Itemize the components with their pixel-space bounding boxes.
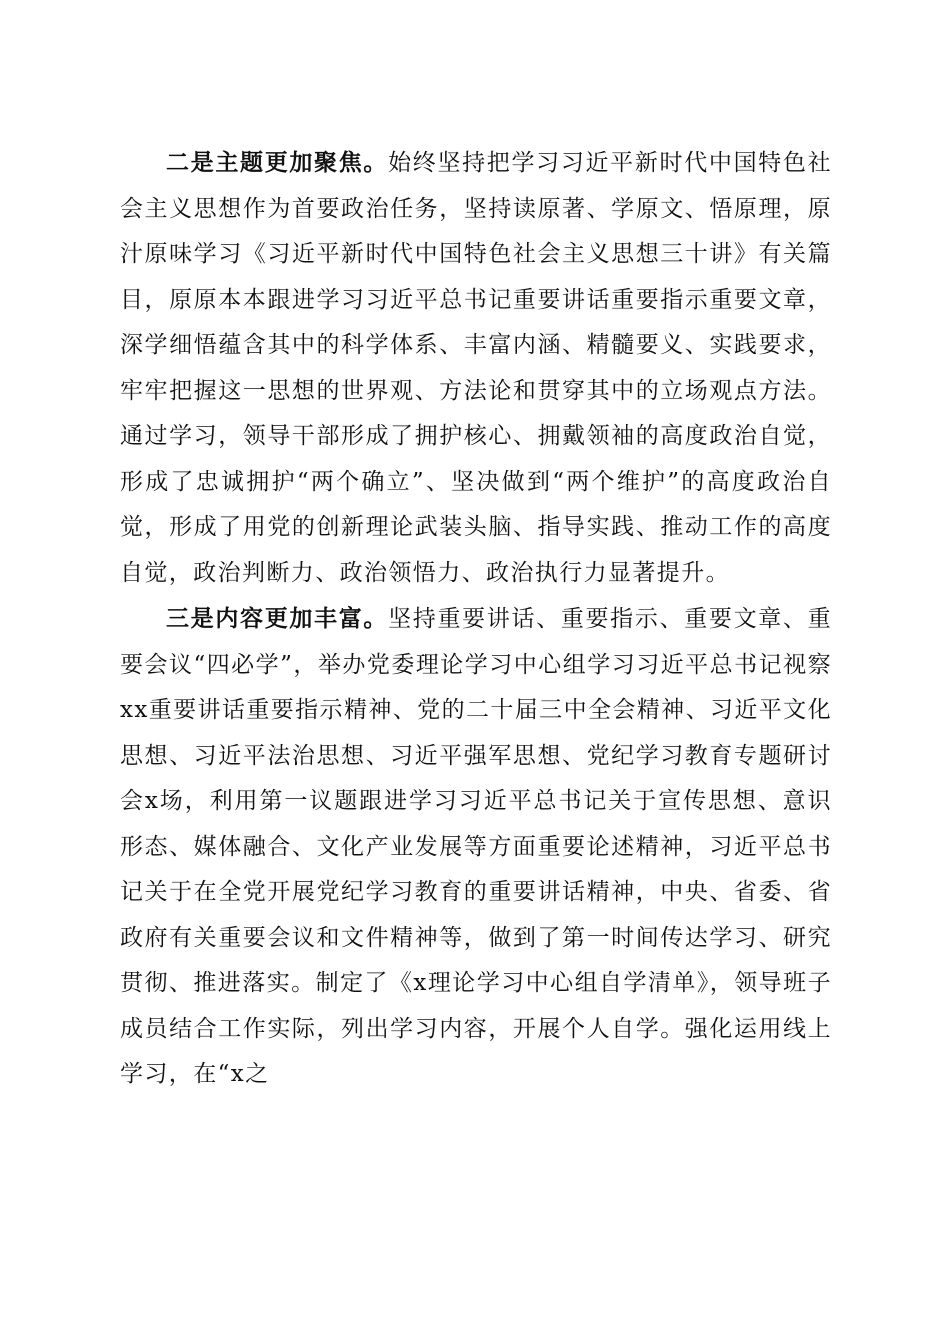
document-body	[120, 140, 832, 1098]
paragraph-lead-heading: 二是主题更加聚焦。	[166, 149, 389, 176]
paragraph-lead-heading: 三是内容更加丰富。	[166, 605, 389, 632]
paragraph-content-rich	[120, 596, 832, 1098]
paragraph-theme-focus	[120, 140, 832, 596]
paragraph-body-text: 坚持重要讲话、重要指示、重要文章、重要会议“四必学”，举办党委理论学习中心组学习习近平总书记视察xx重要讲话重要指示精神、党的二十届三中全会精神、习近平文化思想、习近平法治思想、习近平强军思想、党纪学习教育专题研讨会x场，利用第一议题跟进学习习近平总书记关于宣传思想、意识形态、媒体融合、文化产业发展等方面重要论述精神，习近平总书记关于在全党开展党纪学习教育的重要讲话精神，中央、省委、省政府有关重要会议和文件精神等，做到了第一时间传达学习、研究贯彻、推进落实。制定了《x理论学习中心组自学清单》，领导班子成员结合工作实际，列出学习内容，开展个人自学。强化运用线上学习，在“x之	[120, 606, 832, 1087]
paragraph-body-text: 始终坚持把学习习近平新时代中国特色社会主义思想作为首要政治任务，坚持读原著、学原文、悟原理，原汁原味学习《习近平新时代中国特色社会主义思想三十讲》有关篇目，原原本本跟进学习习近平总书记重要讲话重要指示重要文章，深学细悟蕴含其中的科学体系、丰富内涵、精髓要义、实践要求，牢牢把握这一思想的世界观、方法论和贯穿其中的立场观点方法。通过学习，领导干部形成了拥护核心、拥戴领袖的高度政治自觉，形成了忠诚拥护“两个确立”、坚决做到“两个维护”的高度政治自觉，形成了用党的创新理论武装头脑、指导实践、推动工作的高度自觉，政治判断力、政治领悟力、政治执行力显著提升。	[120, 150, 832, 586]
